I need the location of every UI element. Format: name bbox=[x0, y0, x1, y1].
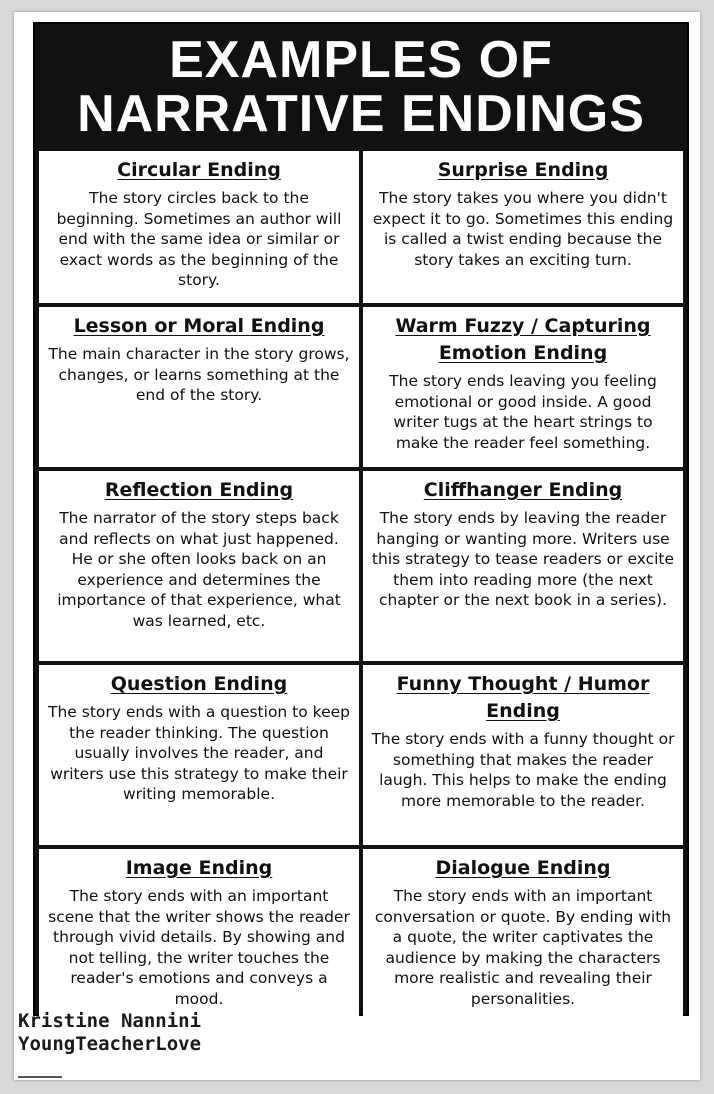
card-image-ending bbox=[39, 849, 359, 1018]
card-title: Reflection Ending bbox=[104, 479, 294, 501]
card-lesson-moral-ending bbox=[39, 307, 359, 467]
card-reflection-ending bbox=[39, 471, 359, 661]
card-title: Surprise Ending bbox=[437, 159, 609, 181]
card-dialogue-ending bbox=[363, 849, 683, 1018]
card-title: Circular Ending bbox=[117, 159, 281, 181]
card-title: Warm Fuzzy / Capturing Emotion Ending bbox=[395, 315, 651, 364]
card-cliffhanger-ending bbox=[363, 471, 683, 661]
card-circular-ending bbox=[39, 151, 359, 303]
card-title: Cliffhanger Ending bbox=[423, 479, 623, 501]
card-body: The story ends with a question to keep the reader thinking. The question usually involves the reader, and writers use this strategy to make their writing memorable. bbox=[47, 703, 350, 803]
author-brand: YoungTeacherLove bbox=[18, 1033, 202, 1055]
card-question-ending bbox=[39, 665, 359, 845]
card-body: The story takes you where you didn't expect it to go. Sometimes this ending is called a twist ending because the story takes an exciting turn. bbox=[372, 189, 674, 269]
card-body: The narrator of the story steps back and reflects on what just happened. He or she often looks back on an experience and determines the importance of that experience, what was learned, etc. bbox=[57, 509, 341, 630]
card-body: The story ends leaving you feeling emotional or good inside. A good writer tugs at the heart strings to make the reader feel something. bbox=[389, 372, 657, 452]
card-body: The story circles back to the beginning. Sometimes an author will end with the same idea or similar or exact words as the beginning of the story. bbox=[56, 189, 342, 289]
card-title: Dialogue Ending bbox=[435, 857, 611, 879]
card-title: Question Ending bbox=[110, 673, 288, 695]
author-name: Kristine Nannini bbox=[18, 1010, 202, 1032]
header-title-line-1: EXAMPLES OF bbox=[169, 30, 553, 89]
pencil-mark bbox=[18, 1076, 62, 1078]
card-warm-fuzzy-ending bbox=[363, 307, 683, 467]
endings-grid bbox=[39, 151, 683, 1010]
card-body: The story ends with an important conversation or quote. By ending with a quote, the writer captivates the audience by making the characters more realistic and revealing their personalities. bbox=[374, 887, 672, 1008]
poster-header bbox=[35, 24, 687, 149]
card-title: Funny Thought / Humor Ending bbox=[396, 673, 650, 722]
card-surprise-ending bbox=[363, 151, 683, 303]
card-title: Image Ending bbox=[125, 857, 273, 879]
card-body: The story ends with a funny thought or something that makes the reader laugh. This helps to make the ending more memorable to the reader. bbox=[371, 730, 675, 810]
author-credit bbox=[18, 1010, 201, 1056]
card-body: The story ends with an important scene that the writer shows the reader through vivid details. By showing and not telling, the writer touches the reader's emotions and conveys a mood. bbox=[48, 887, 350, 1008]
card-body: The story ends by leaving the reader hanging or wanting more. Writers use this strategy to tease readers or excite them into reading more (the next chapter or the next book in a series). bbox=[371, 509, 675, 609]
poster bbox=[33, 22, 689, 1016]
card-humor-ending bbox=[363, 665, 683, 845]
card-title: Lesson or Moral Ending bbox=[73, 315, 325, 337]
card-body: The main character in the story grows, changes, or learns something at the end of the story. bbox=[48, 345, 350, 404]
header-title-line-2: NARRATIVE ENDINGS bbox=[77, 84, 645, 143]
